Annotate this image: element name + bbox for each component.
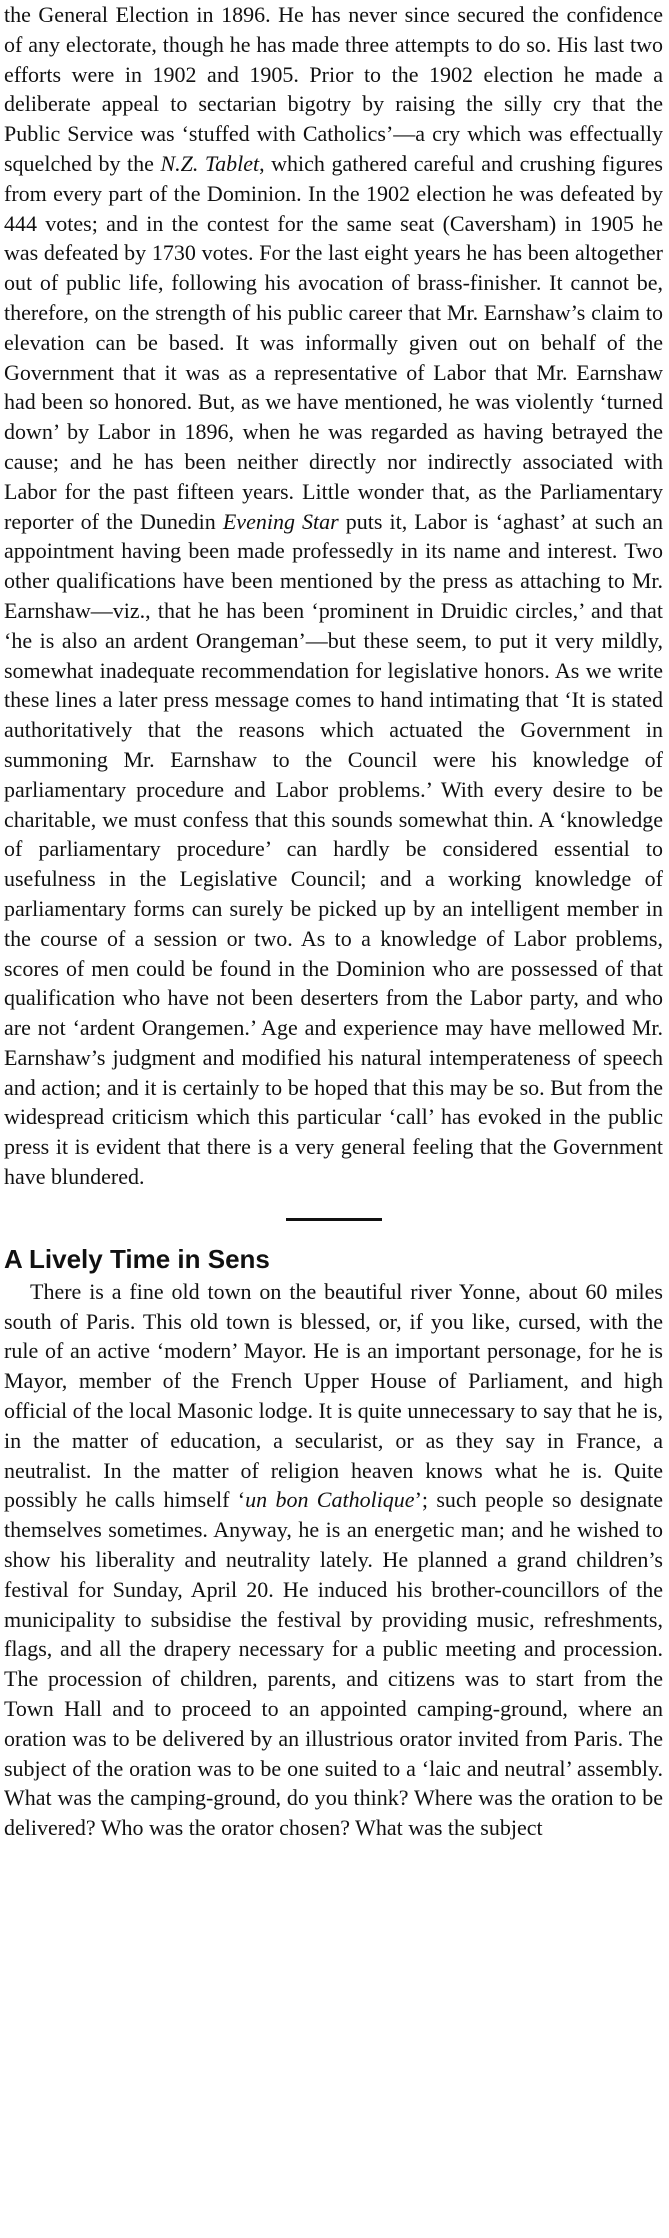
text-segment: , which gathered careful and crushing figures from every part of the Dominion. In the 1902 election he was defeated by 444 votes; and in the contest for the same seat (Caversham) in 1905 he was defeated by 1730 votes. For the last eight years he has been altogether out of public life, following his avocation of brass-finisher. It cannot be, therefore, on the strength of his public career that Mr. Earnshaw’s claim to elevation can be based. It was informally given out on behalf of the Government that it was as a representative of Labor that Mr. Earnshaw had been so honored. But, as we have mentioned, he was violently ‘turned down’ by Labor in 1896, when he was regarded as having betrayed the cause; and he has been neither directly nor indirectly associated with Labor for the past fifteen years. Little wonder that, as the Parliamentary reporter of the Dunedin bbox=[4, 150, 663, 534]
article-body-earnshaw bbox=[4, 0, 663, 1192]
article-heading: A Lively Time in Sens bbox=[4, 1243, 270, 1274]
section-divider bbox=[286, 1218, 382, 1221]
text-segment: ’; such people so designate themselves sometimes. Anyway, he is an energetic man; and he wished to show his liberality and neutrality lately. He planned a grand children’s festival for Sunday, April 20. He induced his brother-councillors of the municipality to subsidise the festival by providing music, refreshments, flags, and all the drapery necessary for a public meeting and procession. The procession of children, parents, and citizens was to start from the Town Hall and to proceed to an appointed camping-ground, where an oration was to be delivered by an illustrious orator invited from Paris. The subject of the oration was to be one suited to a ‘laic and neutral’ assembly. What was the camping-ground, do you think? Where was the oration to be delivered? Who was the orator chosen? What was the subject bbox=[4, 1487, 663, 1841]
text-segment: puts it, Labor is ‘aghast’ at such an appointment having been made professedly in its name and interest. Two other qualifications have been mentioned by the press as attaching to Mr. Earnshaw—viz., that he has been ‘prominent in Druidic circles,’ and that ‘he is also an ardent Orangeman’—but these seem, to put it very mildly, somewhat inadequate recommendation for legislative honors. As we write these lines a later press message comes to hand intimating that ‘It is stated authoritatively that the reasons which actuated the Government in summoning Mr. Earnshaw to the Council were his knowledge of parliamentary procedure and Labor problems.’ With every desire to be charitable, we must confess that this sounds somewhat thin. A ‘knowledge of parliamentary procedure’ can hardly be considered essential to usefulness in the Legislative Council; and a working knowledge of parliamentary forms can surely be picked up by an intelligent member in the course of a session or two. As to a knowledge of Labor problems, scores of men could be found in the Dominion who are possessed of that qualification who have not been deserters from the Labor party, and who are not ‘ardent Orangemen.’ Age and experience may have mellowed Mr. Earnshaw’s judgment and modified his natural intemperateness of speech and action; and it is certainly to be hoped that this may be so. But from the widespread criticism which this particular ‘call’ has evoked in the public press it is evident that there is a very general feeling that the Government have blundered. bbox=[4, 508, 663, 1190]
text-segment: There is a fine old town on the beautiful river Yonne, about 60 miles south of Paris. This old town is blessed, or, if you like, cursed, with the rule of an active ‘modern’ Mayor. He is an important personage, for he is Mayor, member of the French Upper House of Parliament, and high official of the local Masonic lodge. It is quite unnecessary to say that he is, in the matter of education, a secularist, or as they say in France, a neutralist. In the matter of religion heaven knows what he is. Quite possibly he calls himself ‘ bbox=[4, 1278, 663, 1513]
text-segment: the General Election in 1896. He has never since secured the confidence of any electorate, though he has made three attempts to do so. His last two efforts were in 1902 and 1905. Prior to the 1902 election he made a deliberate appeal to sectarian bigotry by raising the silly cry that the Public Service was ‘stuffed with Catholics’—a cry which was effectually squelched by the bbox=[4, 2, 663, 176]
foreign-phrase: un bon Catholique bbox=[245, 1487, 415, 1513]
publication-title: N.Z. Tablet bbox=[160, 150, 260, 176]
publication-title: Evening Star bbox=[222, 508, 339, 534]
article-body-sens bbox=[4, 1277, 663, 1843]
